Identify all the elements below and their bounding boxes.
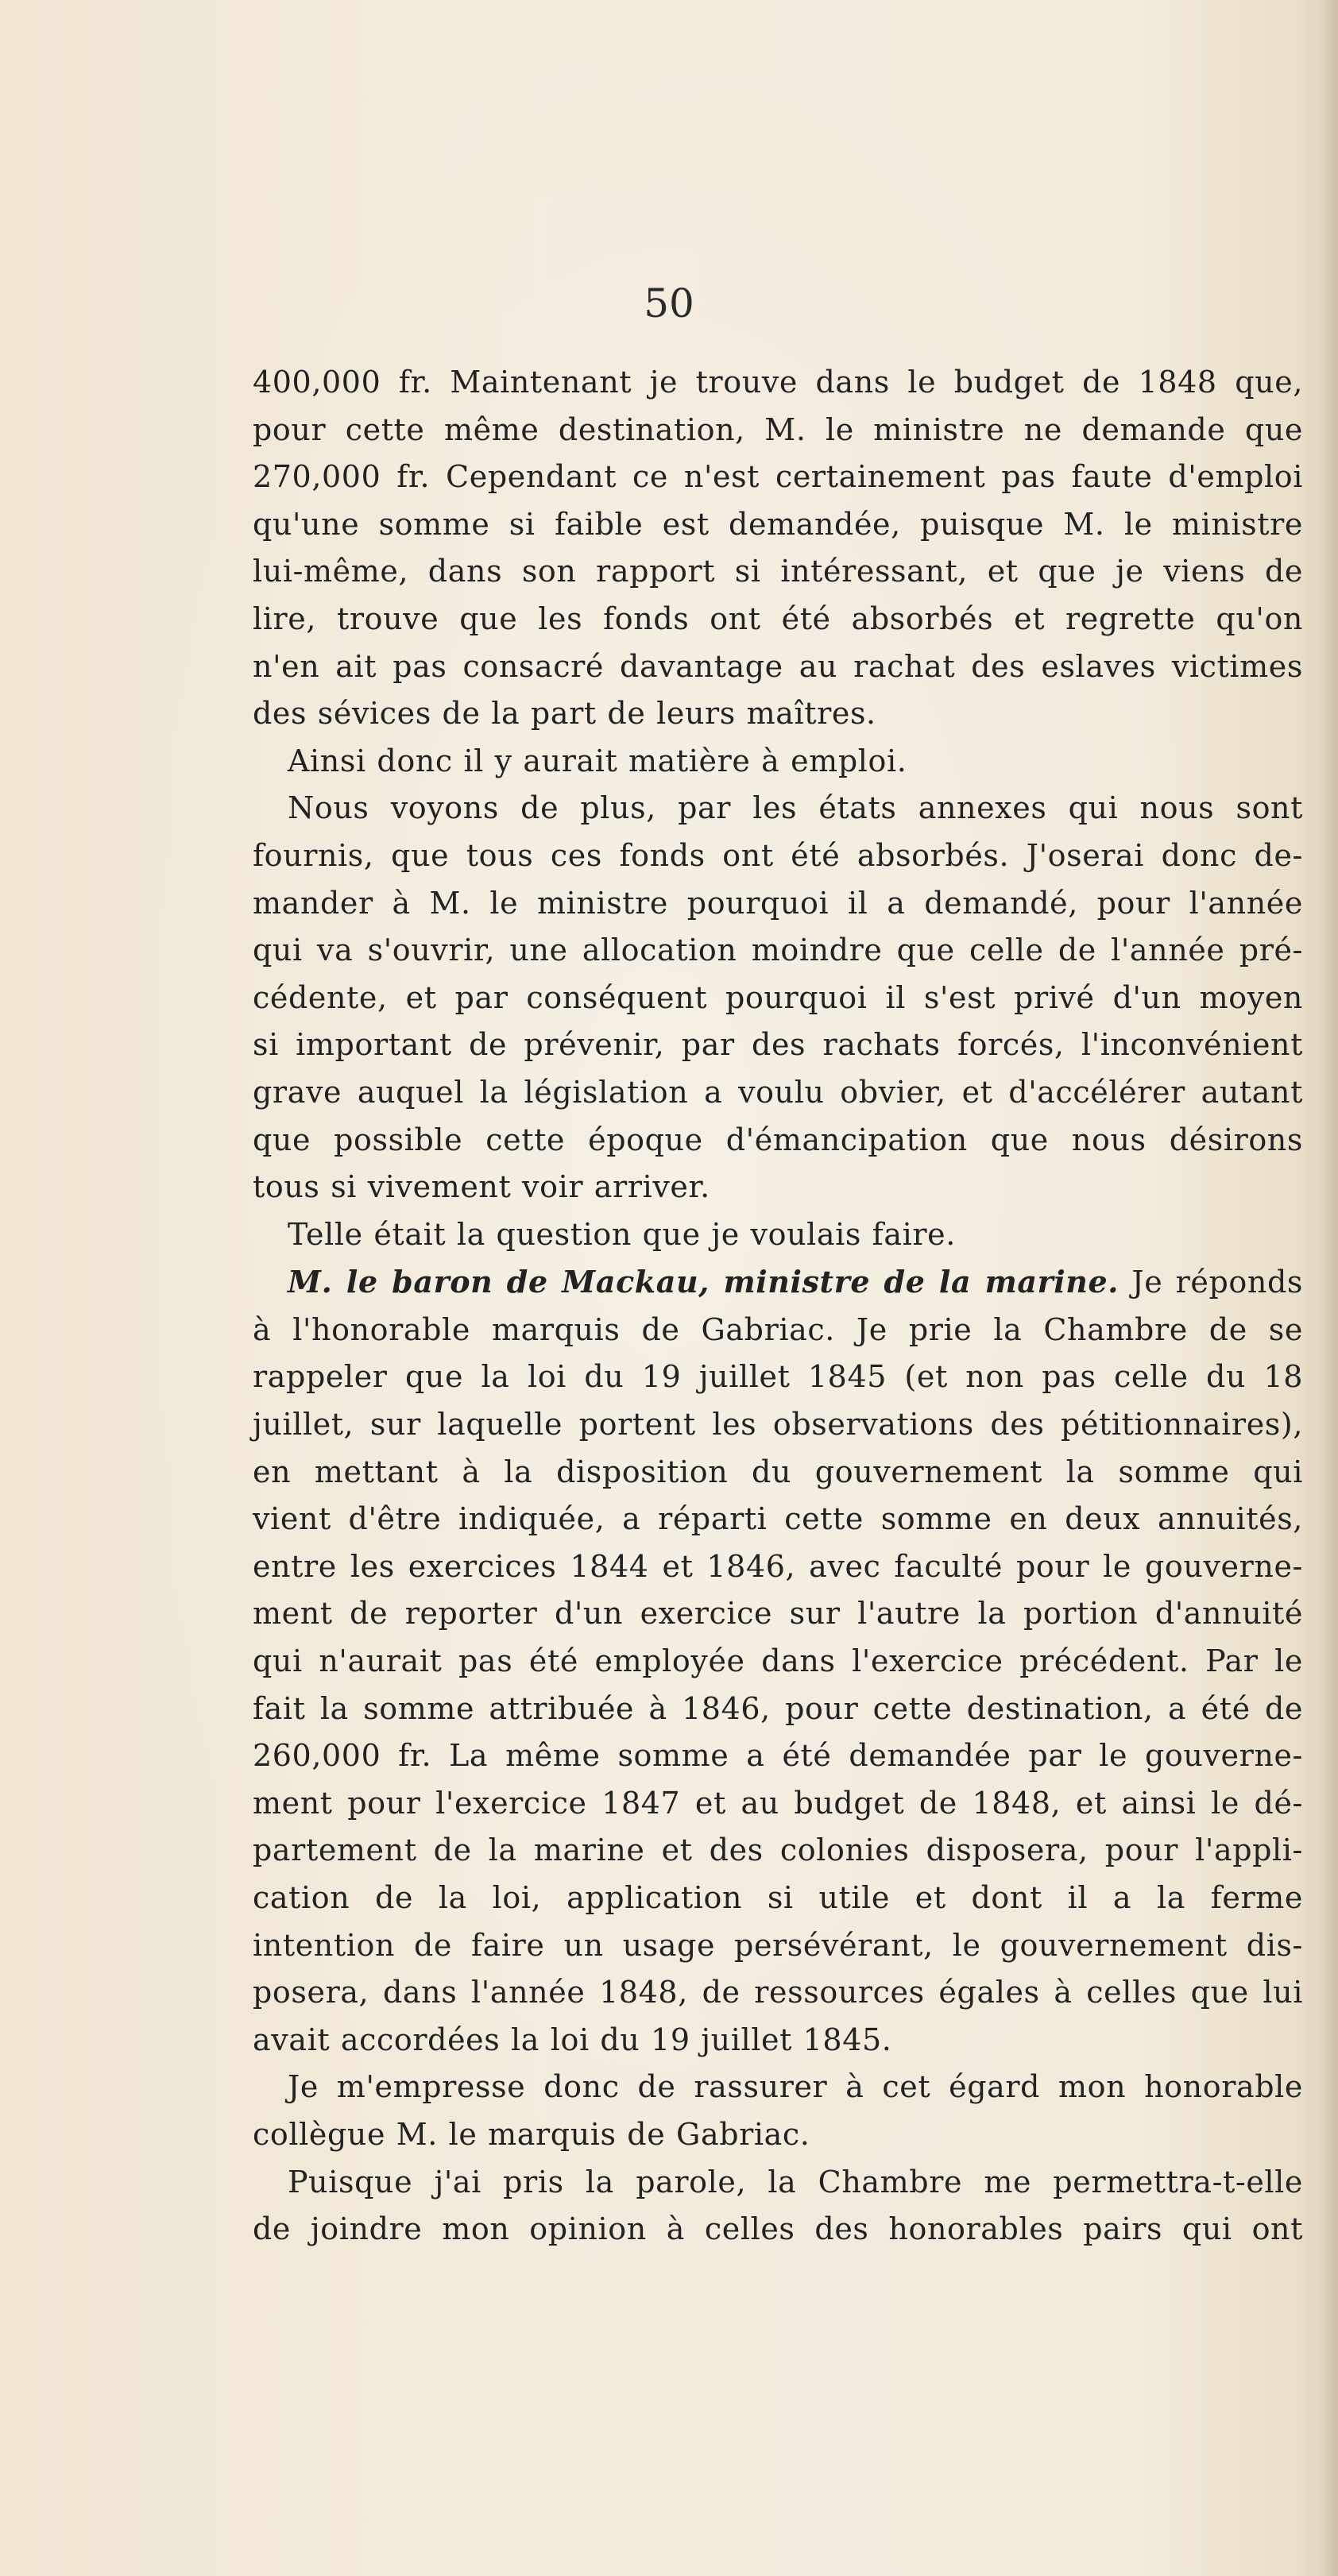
- text-line: qui n'aurait pas été employée dans l'exercice précédent. Par le: [253, 1643, 1303, 1679]
- text-line: 260,000 fr. La même somme a été demandée par le gouverne-: [253, 1738, 1303, 1774]
- text-line: avait accordées la loi du 19 juillet 1845.: [253, 2022, 892, 2057]
- text-line: ment pour l'exercice 1847 et au budget de 1848, et ainsi le dé-: [253, 1785, 1303, 1821]
- speaker-name: M. le baron de Mackau, ministre de la marine.: [288, 1264, 1120, 1300]
- text-line: des sévices de la part de leurs maîtres.: [253, 696, 876, 732]
- text-line: de joindre mon opinion à celles des honorables pairs qui ont: [253, 2211, 1303, 2247]
- text-line: lui-même, dans son rapport si intéressant, et que je viens de: [253, 554, 1303, 589]
- text-line: partement de la marine et des colonies disposera, pour l'appli-: [253, 1833, 1303, 1868]
- page-number: 50: [644, 280, 694, 326]
- text-line: à l'honorable marquis de Gabriac. Je prie la Chambre de se: [253, 1311, 1303, 1347]
- text-line: posera, dans l'année 1848, de ressources égales à celles que lui: [253, 1975, 1303, 2010]
- text-line: qui va s'ouvrir, une allocation moindre que celle de l'année pré-: [253, 933, 1303, 968]
- text-line: intention de faire un usage persévérant, le gouvernement dis-: [253, 1927, 1303, 1963]
- text-line: tous si vivement voir arriver.: [253, 1169, 710, 1205]
- text-line: fournis, que tous ces fonds ont été absorbés. J'oserai donc de-: [253, 837, 1303, 873]
- text-line: cation de la loi, application si utile et dont il a la ferme: [253, 1880, 1303, 1915]
- paragraph-4: [253, 1211, 1303, 1259]
- text-line: 400,000 fr. Maintenant je trouve dans le budget de 1848 que,: [253, 365, 1303, 400]
- text-line: 270,000 fr. Cependant ce n'est certainement pas faute d'emploi: [253, 459, 1303, 495]
- text-line: si important de prévenir, par des rachats forcés, l'inconvénient: [253, 1027, 1303, 1063]
- text-line: n'en ait pas consacré davantage au rachat des eslaves victimes: [253, 648, 1303, 684]
- text-line: grave auquel la législation a voulu obvier, et d'accélérer autant: [253, 1074, 1303, 1110]
- speech-opening-line: [253, 1258, 1303, 1307]
- paragraph-2: [253, 738, 1303, 786]
- body-text: [253, 359, 1303, 2254]
- text-line: qu'une somme si faible est demandée, puisque M. le ministre: [253, 506, 1303, 542]
- text-line: Ainsi donc il y aurait matière à emploi.: [288, 743, 907, 778]
- text-line: entre les exercices 1844 et 1846, avec faculté pour le gouverne-: [253, 1548, 1303, 1584]
- paragraph-6: [253, 2064, 1303, 2158]
- text-line: cédente, et par conséquent pourquoi il s'est privé d'un moyen: [253, 979, 1303, 1015]
- text-line: que possible cette époque d'émancipation que nous désirons: [253, 1122, 1303, 1157]
- text-line: juillet, sur laquelle portent les observations des pétitionnaires),: [253, 1407, 1303, 1442]
- text-line: Je m'empresse donc de rassurer à cet égard mon honorable: [288, 2069, 1303, 2105]
- text-line: Nous voyons de plus, par les états annexes qui nous sont: [288, 790, 1303, 826]
- text-line: en mettant à la disposition du gouvernement la somme qui: [253, 1454, 1303, 1489]
- page-edge-shadow: [1321, 0, 1338, 2576]
- text-line: Puisque j'ai pris la parole, la Chambre me permettra-t-elle: [288, 2164, 1303, 2199]
- text-line: pour cette même destination, M. le ministre ne demande que: [253, 411, 1303, 447]
- text-line: rappeler que la loi du 19 juillet 1845 (et non pas celle du 18: [253, 1359, 1303, 1395]
- text-line: Telle était la question que je voulais faire.: [288, 1216, 956, 1252]
- text-line: fait la somme attribuée à 1846, pour cette destination, a été de: [253, 1690, 1303, 1726]
- text-line: collègue M. le marquis de Gabriac.: [253, 2116, 810, 2152]
- text-line: lire, trouve que les fonds ont été absorbés et regrette qu'on: [253, 601, 1303, 636]
- paragraph-5: [253, 1258, 1303, 2064]
- paragraph-7: [253, 2159, 1303, 2254]
- speech-opening: Je réponds: [1119, 1265, 1303, 1300]
- text-line: vient d'être indiquée, a réparti cette somme en deux annuités,: [253, 1501, 1303, 1537]
- text-line: mander à M. le ministre pourquoi il a demandé, pour l'année: [253, 885, 1303, 921]
- paragraph-1: [253, 359, 1303, 738]
- text-line: ment de reporter d'un exercice sur l'autre la portion d'annuité: [253, 1596, 1303, 1632]
- paragraph-3: [253, 785, 1303, 1211]
